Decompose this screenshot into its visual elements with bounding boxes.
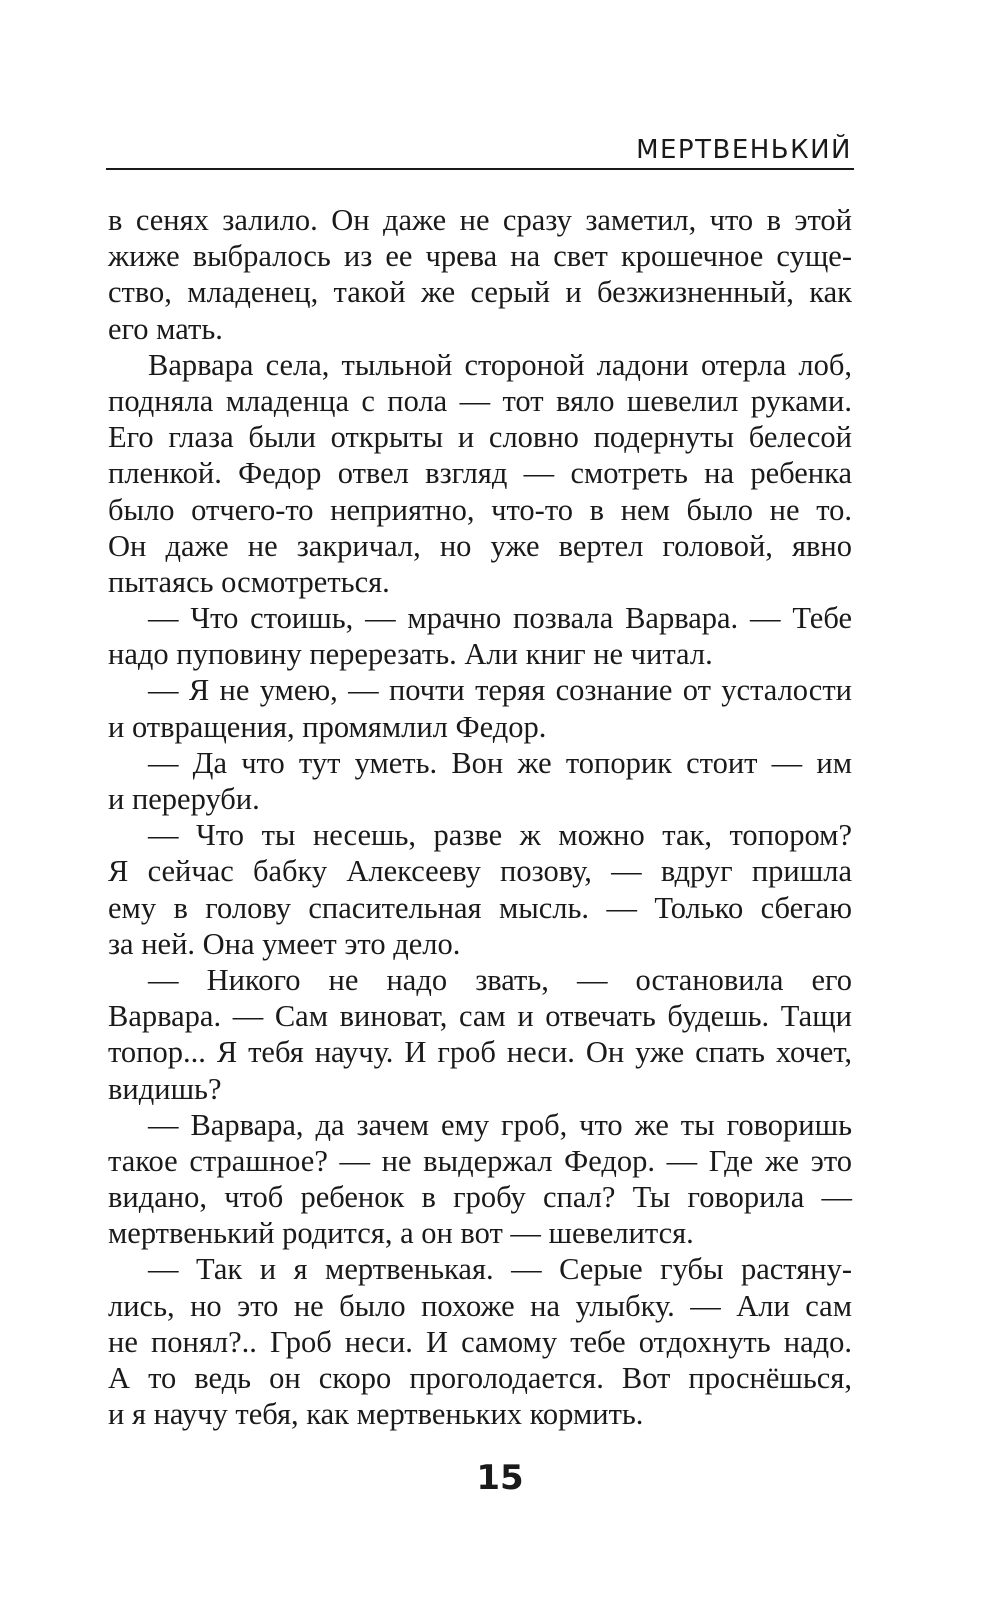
text-line: видано, чтоб ребенок в гробу спал? Ты говорила —: [108, 1180, 852, 1215]
text-line: — Никого не надо звать, — остановила его: [148, 962, 852, 997]
running-head: МЕРТВЕНЬКИЙ: [636, 135, 852, 165]
body-text: [108, 202, 852, 1432]
text-line: Он даже не закричал, но уже вертел головой, явно: [108, 528, 852, 563]
text-line: пытаясь осмотреться.: [108, 564, 390, 599]
text-line: и переруби.: [108, 782, 260, 816]
text-line: такое страшное? — не выдержал Федор. — Где же это: [108, 1143, 852, 1178]
paragraph: [108, 347, 852, 600]
paragraph: [108, 202, 852, 347]
text-line: и я научу тебя, как мертвеньких кормить.: [108, 1397, 644, 1432]
text-line: и отвращения, промямлил Федор.: [108, 709, 547, 744]
paragraph: [108, 745, 852, 817]
text-line: Его глаза были открыты и словно подернуты белесой: [108, 420, 852, 455]
text-line: А то ведь он скоро проголодается. Вот проснёшься,: [108, 1361, 852, 1395]
text-line: — Я не умею, — почти теряя сознание от усталости: [148, 673, 852, 708]
paragraph: [108, 962, 852, 1107]
text-line: видишь?: [108, 1071, 222, 1106]
text-line: — Что ты несешь, разве ж можно так, топором?: [148, 818, 852, 853]
header-rule: [106, 168, 854, 170]
text-line: — Да что тут уметь. Вон же топорик стоит — им: [148, 745, 852, 780]
text-line: Варвара. — Сам виноват, сам и отвечать будешь. Тащи: [108, 999, 852, 1034]
text-line: мертвенький родится, а он вот — шевелится.: [108, 1216, 694, 1251]
paragraph: [108, 1251, 852, 1432]
text-line: Варвара села, тыльной стороной ладони отерла лоб,: [148, 347, 852, 382]
paragraph: [108, 1107, 852, 1252]
text-line: топор... Я тебя научу. И гроб неси. Он уже спать хочет,: [108, 1035, 852, 1070]
text-line: надо пуповину перерезать. Али книг не читал.: [108, 637, 713, 672]
text-line: было отчего-то неприятно, что-то в нем было не то.: [108, 492, 852, 527]
text-line: не понял?.. Гроб неси. И самому тебе отдохнуть надо.: [108, 1324, 852, 1359]
paragraph: [108, 600, 852, 672]
text-line: — Что стоишь, — мрачно позвала Варвара. — Тебе: [148, 601, 852, 636]
text-line: ство, младенец, такой же серый и безжизненный, как: [108, 275, 852, 310]
text-line: жиже выбралось из ее чрева на свет крошечное суще-: [108, 239, 852, 274]
text-line: — Варвара, да зачем ему гроб, что же ты говоришь: [148, 1107, 852, 1142]
text-line: — Так и я мертвенькая. — Серые губы растяну-: [148, 1252, 852, 1287]
text-line: за ней. Она умеет это дело.: [108, 926, 461, 961]
paragraph: [108, 672, 852, 744]
text-line: подняла младенца с пола — тот вяло шевелил руками.: [108, 383, 852, 418]
text-line: в сенях залило. Он даже не сразу заметил, что в этой: [108, 203, 852, 237]
text-line: ему в голову спасительная мысль. — Только сбегаю: [108, 890, 852, 925]
text-line: Я сейчас бабку Алексееву позову, — вдруг пришла: [108, 854, 852, 889]
text-line: его мать.: [108, 311, 223, 346]
text-line: лись, но это не было похоже на улыбку. — Али сам: [108, 1288, 852, 1323]
page-number: 15: [476, 1458, 524, 1498]
text-line: пленкой. Федор отвел взгляд — смотреть на ребенка: [108, 456, 852, 491]
paragraph: [108, 817, 852, 962]
